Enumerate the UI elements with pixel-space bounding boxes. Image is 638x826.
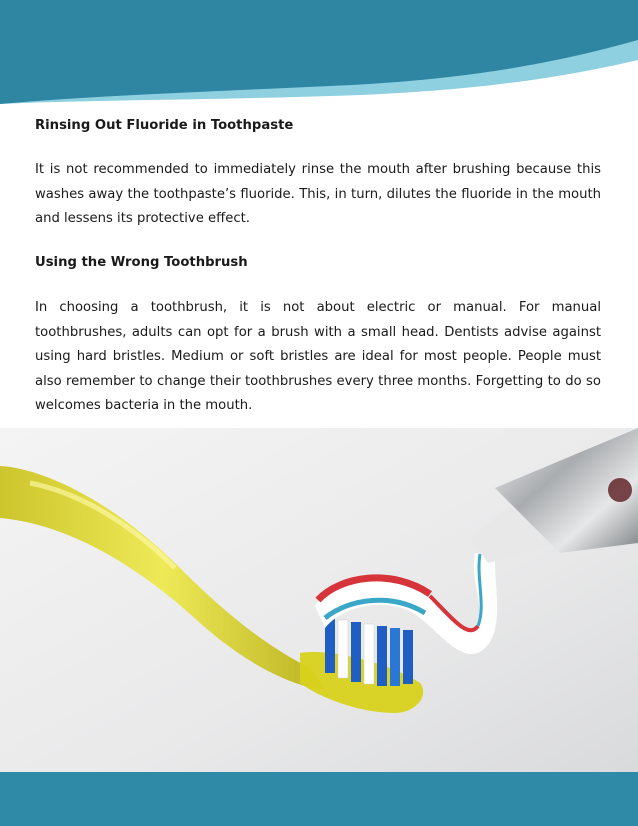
section-paragraph-toothbrush: In choosing a toothbrush, it is not about electric or manual. For manual toothbrushes, adults can opt for a brush with a small head. Dentists advise against using hard bristles. Medium or soft bristles are ideal for most people. People must also remember to change their toothbrushes every three months. Forgetting to do so welcomes bacteria in the mouth. <box>35 300 601 413</box>
header-wave-banner <box>0 0 638 110</box>
toothbrush-photo <box>0 428 638 772</box>
section-heading-rinsing: Rinsing Out Fluoride in Toothpaste <box>35 118 294 133</box>
section-paragraph-rinsing: It is not recommended to immediately rinse the mouth after brushing because this washes away the toothpaste’s fluoride. This, in turn, dilutes the fluoride in the mouth and lessens its protective effect. <box>35 162 601 226</box>
toothbrush-illustration <box>0 428 638 772</box>
footer-band <box>0 772 638 826</box>
section-heading-toothbrush: Using the Wrong Toothbrush <box>35 255 248 270</box>
bristles <box>325 618 413 686</box>
